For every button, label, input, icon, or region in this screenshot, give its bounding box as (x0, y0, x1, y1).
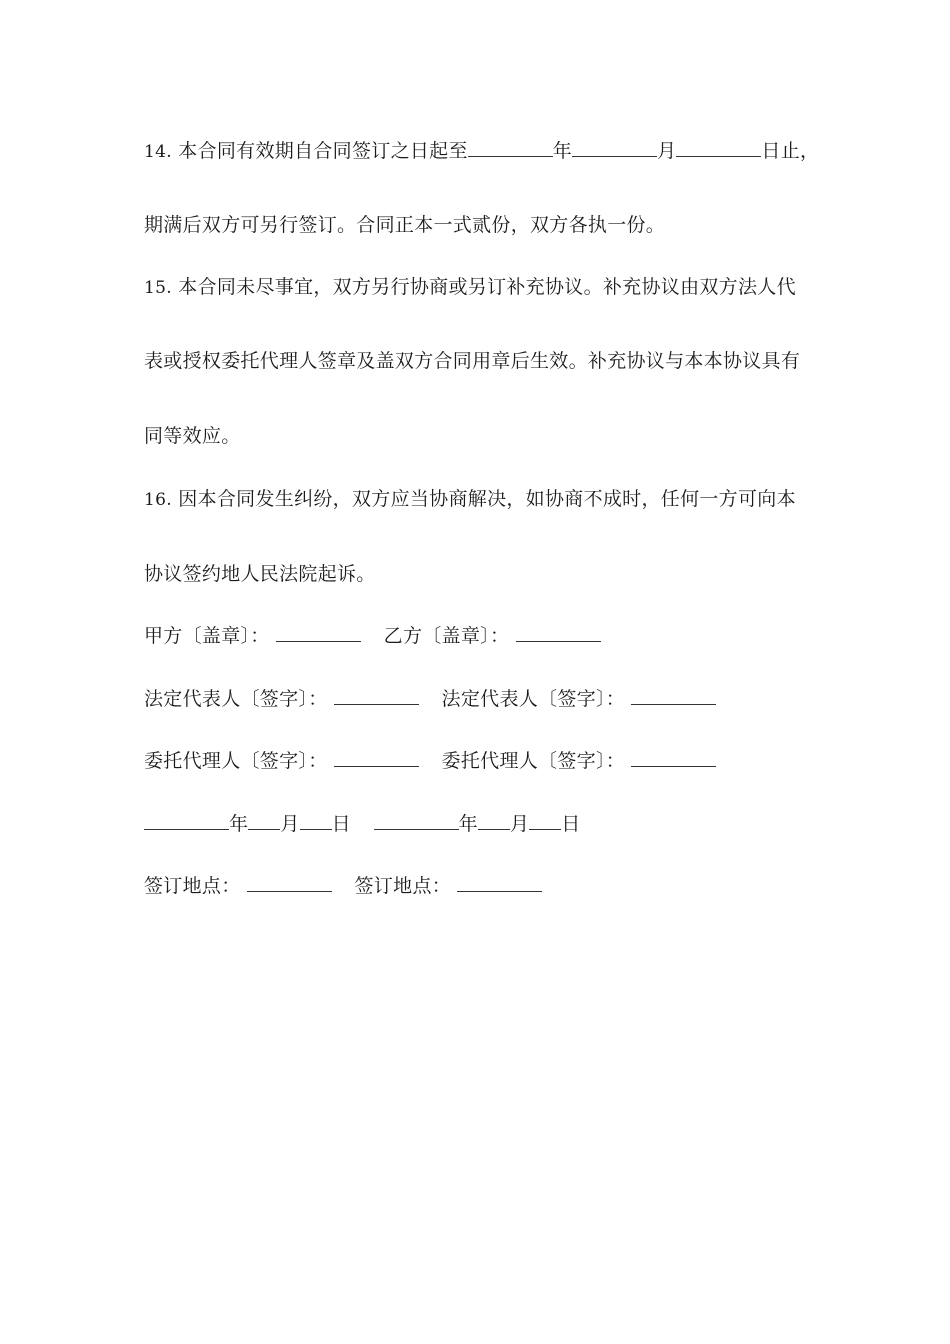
month-label: 月 (280, 813, 300, 835)
party-b-agent-label: 委托代理人〔签字〕： (441, 750, 626, 772)
day-label: 日止， (761, 140, 820, 162)
party-a-legal-rep-blank[interactable] (334, 687, 419, 705)
clause-number: 14. (144, 142, 172, 162)
month-blank[interactable] (572, 139, 657, 157)
party-a-agent-blank[interactable] (334, 749, 419, 767)
clause-15-line-3: 同等效应。 (144, 425, 241, 447)
party-a-year-blank[interactable] (144, 812, 229, 830)
party-b-seal-blank[interactable] (516, 624, 601, 642)
clause-16-line-1 (144, 487, 796, 512)
month-label: 月 (509, 813, 530, 835)
agent-row (144, 749, 716, 773)
party-a-place-label: 签订地点： (144, 875, 241, 897)
clause-text: 因本合同发生纠纷，双方应当协商解决，如协商不成时，任何一方可向本 (178, 488, 796, 510)
party-b-year-blank[interactable] (374, 812, 459, 830)
year-label: 年 (458, 813, 478, 835)
party-a-day-blank[interactable] (300, 812, 332, 830)
date-row (144, 812, 581, 836)
party-b-place-blank[interactable] (457, 874, 542, 892)
clause-14-line-1 (144, 139, 819, 164)
party-b-legal-rep-blank[interactable] (631, 687, 716, 705)
party-a-seal-label: 甲方〔盖章〕： (144, 625, 270, 647)
clause-text: 本合同有效期自合同签订之日起至 (178, 140, 468, 162)
party-b-day-blank[interactable] (529, 812, 561, 830)
place-row (144, 874, 542, 898)
day-label: 日 (331, 813, 351, 835)
party-b-seal-label: 乙方〔盖章〕： (383, 625, 510, 647)
legal-rep-row (144, 687, 716, 711)
day-blank[interactable] (676, 139, 761, 157)
party-a-seal-blank[interactable] (276, 624, 361, 642)
day-label: 日 (561, 813, 581, 835)
party-b-agent-blank[interactable] (631, 749, 716, 767)
party-a-agent-label: 委托代理人〔签字〕： (144, 750, 328, 772)
clause-15-line-2: 表或授权委托代理人签章及盖双方合同用章后生效。补充协议与本本协议具有 (144, 350, 801, 372)
seal-row (144, 624, 601, 648)
clause-14-line-2: 期满后双方可另行签订。合同正本一式贰份，双方各执一份。 (144, 214, 666, 236)
clause-number: 15. (144, 278, 172, 298)
clause-15-line-1 (144, 275, 796, 300)
party-b-place-label: 签订地点： (354, 875, 452, 897)
party-a-place-blank[interactable] (247, 874, 332, 892)
clause-16-line-2: 协议签约地人民法院起诉。 (144, 563, 376, 585)
month-label: 月 (657, 140, 677, 162)
year-label: 年 (229, 813, 249, 835)
year-blank[interactable] (468, 139, 553, 157)
clause-number: 16. (144, 490, 172, 510)
party-a-legal-rep-label: 法定代表人〔签字〕： (144, 688, 328, 710)
year-label: 年 (552, 140, 573, 162)
party-b-legal-rep-label: 法定代表人〔签字〕： (441, 688, 626, 710)
clause-text: 本合同未尽事宜，双方另行协商或另订补充协议。补充协议由双方法人代 (178, 276, 796, 298)
party-a-month-blank[interactable] (248, 812, 280, 830)
party-b-month-blank[interactable] (478, 812, 510, 830)
